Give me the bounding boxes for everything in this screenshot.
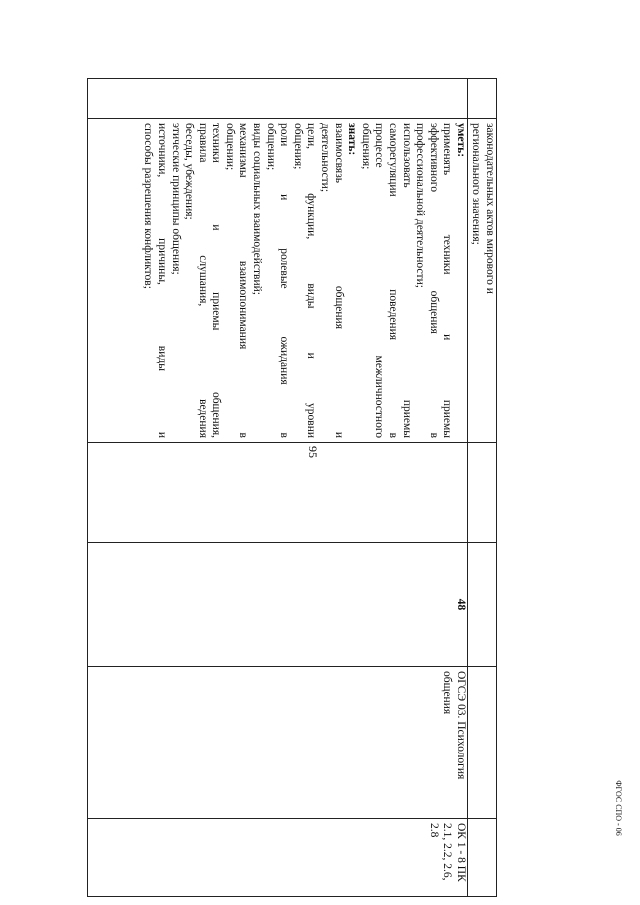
- cell-empty: [468, 667, 497, 819]
- hours-value: 48: [88, 543, 468, 667]
- umet-heading: уметь:: [455, 123, 467, 158]
- text-line: применять техники и приемы: [441, 123, 454, 438]
- text-line: роли и ролевые ожидания в: [278, 123, 291, 438]
- text-line: законодательных актов мирового и: [484, 123, 496, 294]
- text-line: беседы, убеждения;: [183, 123, 196, 220]
- discipline-name: ОГСЭ 03. Психология общения: [88, 667, 468, 819]
- text-line: общения;: [359, 123, 372, 170]
- text-line: способы разрешения конфликтов;: [142, 123, 155, 289]
- cell-index-top: [468, 79, 497, 119]
- cell-index: [88, 79, 468, 119]
- cell-empty: [468, 443, 497, 543]
- text-line: эффективного общения в: [427, 123, 440, 438]
- znat-heading: знать:: [346, 123, 359, 156]
- text-line: техники и приемы общения,: [210, 123, 223, 438]
- text-line: общении;: [223, 123, 236, 171]
- text-line: общения;: [291, 123, 304, 170]
- text-line: механизмы взаимопонимания в: [237, 123, 250, 438]
- text-line: правила слушания, ведения: [196, 123, 209, 438]
- footer-standard-code: ФГОС СПО - 06: [614, 780, 623, 836]
- text-line: профессиональной деятельности;: [414, 123, 427, 288]
- text-line: процессе межличностного: [373, 123, 386, 438]
- competency-codes: ОК 1 - 8 ПК 2.1, 2.2, 2.6, 2.8: [88, 819, 468, 897]
- cell-empty: [468, 543, 497, 667]
- text-line: этические принципы общения;: [169, 123, 182, 275]
- text-line: цели, функции, виды и уровни: [305, 123, 318, 438]
- table-row-psychology: [88, 79, 468, 897]
- table-row-top: [468, 79, 497, 897]
- text-line: общении;: [264, 123, 277, 171]
- rotated-table-container: [87, 78, 497, 896]
- text-line: деятельности;: [319, 123, 332, 193]
- cell-laws-text: [468, 119, 497, 443]
- cell-empty: [468, 819, 497, 897]
- text-line: саморегуляции поведения в: [387, 123, 400, 438]
- text-line: регионального значения;: [470, 123, 483, 245]
- cell-skills-knowledge: [88, 119, 468, 443]
- text-line: виды социальных взаимодействий;: [251, 123, 264, 295]
- cell-empty: [88, 443, 468, 543]
- text-line: взаимосвязь общения и: [332, 123, 345, 438]
- page-number: 95: [306, 446, 320, 458]
- curriculum-table: [87, 78, 497, 897]
- text-line: источники, причины, виды и: [155, 123, 168, 438]
- text-line: использовать приемы: [400, 123, 413, 438]
